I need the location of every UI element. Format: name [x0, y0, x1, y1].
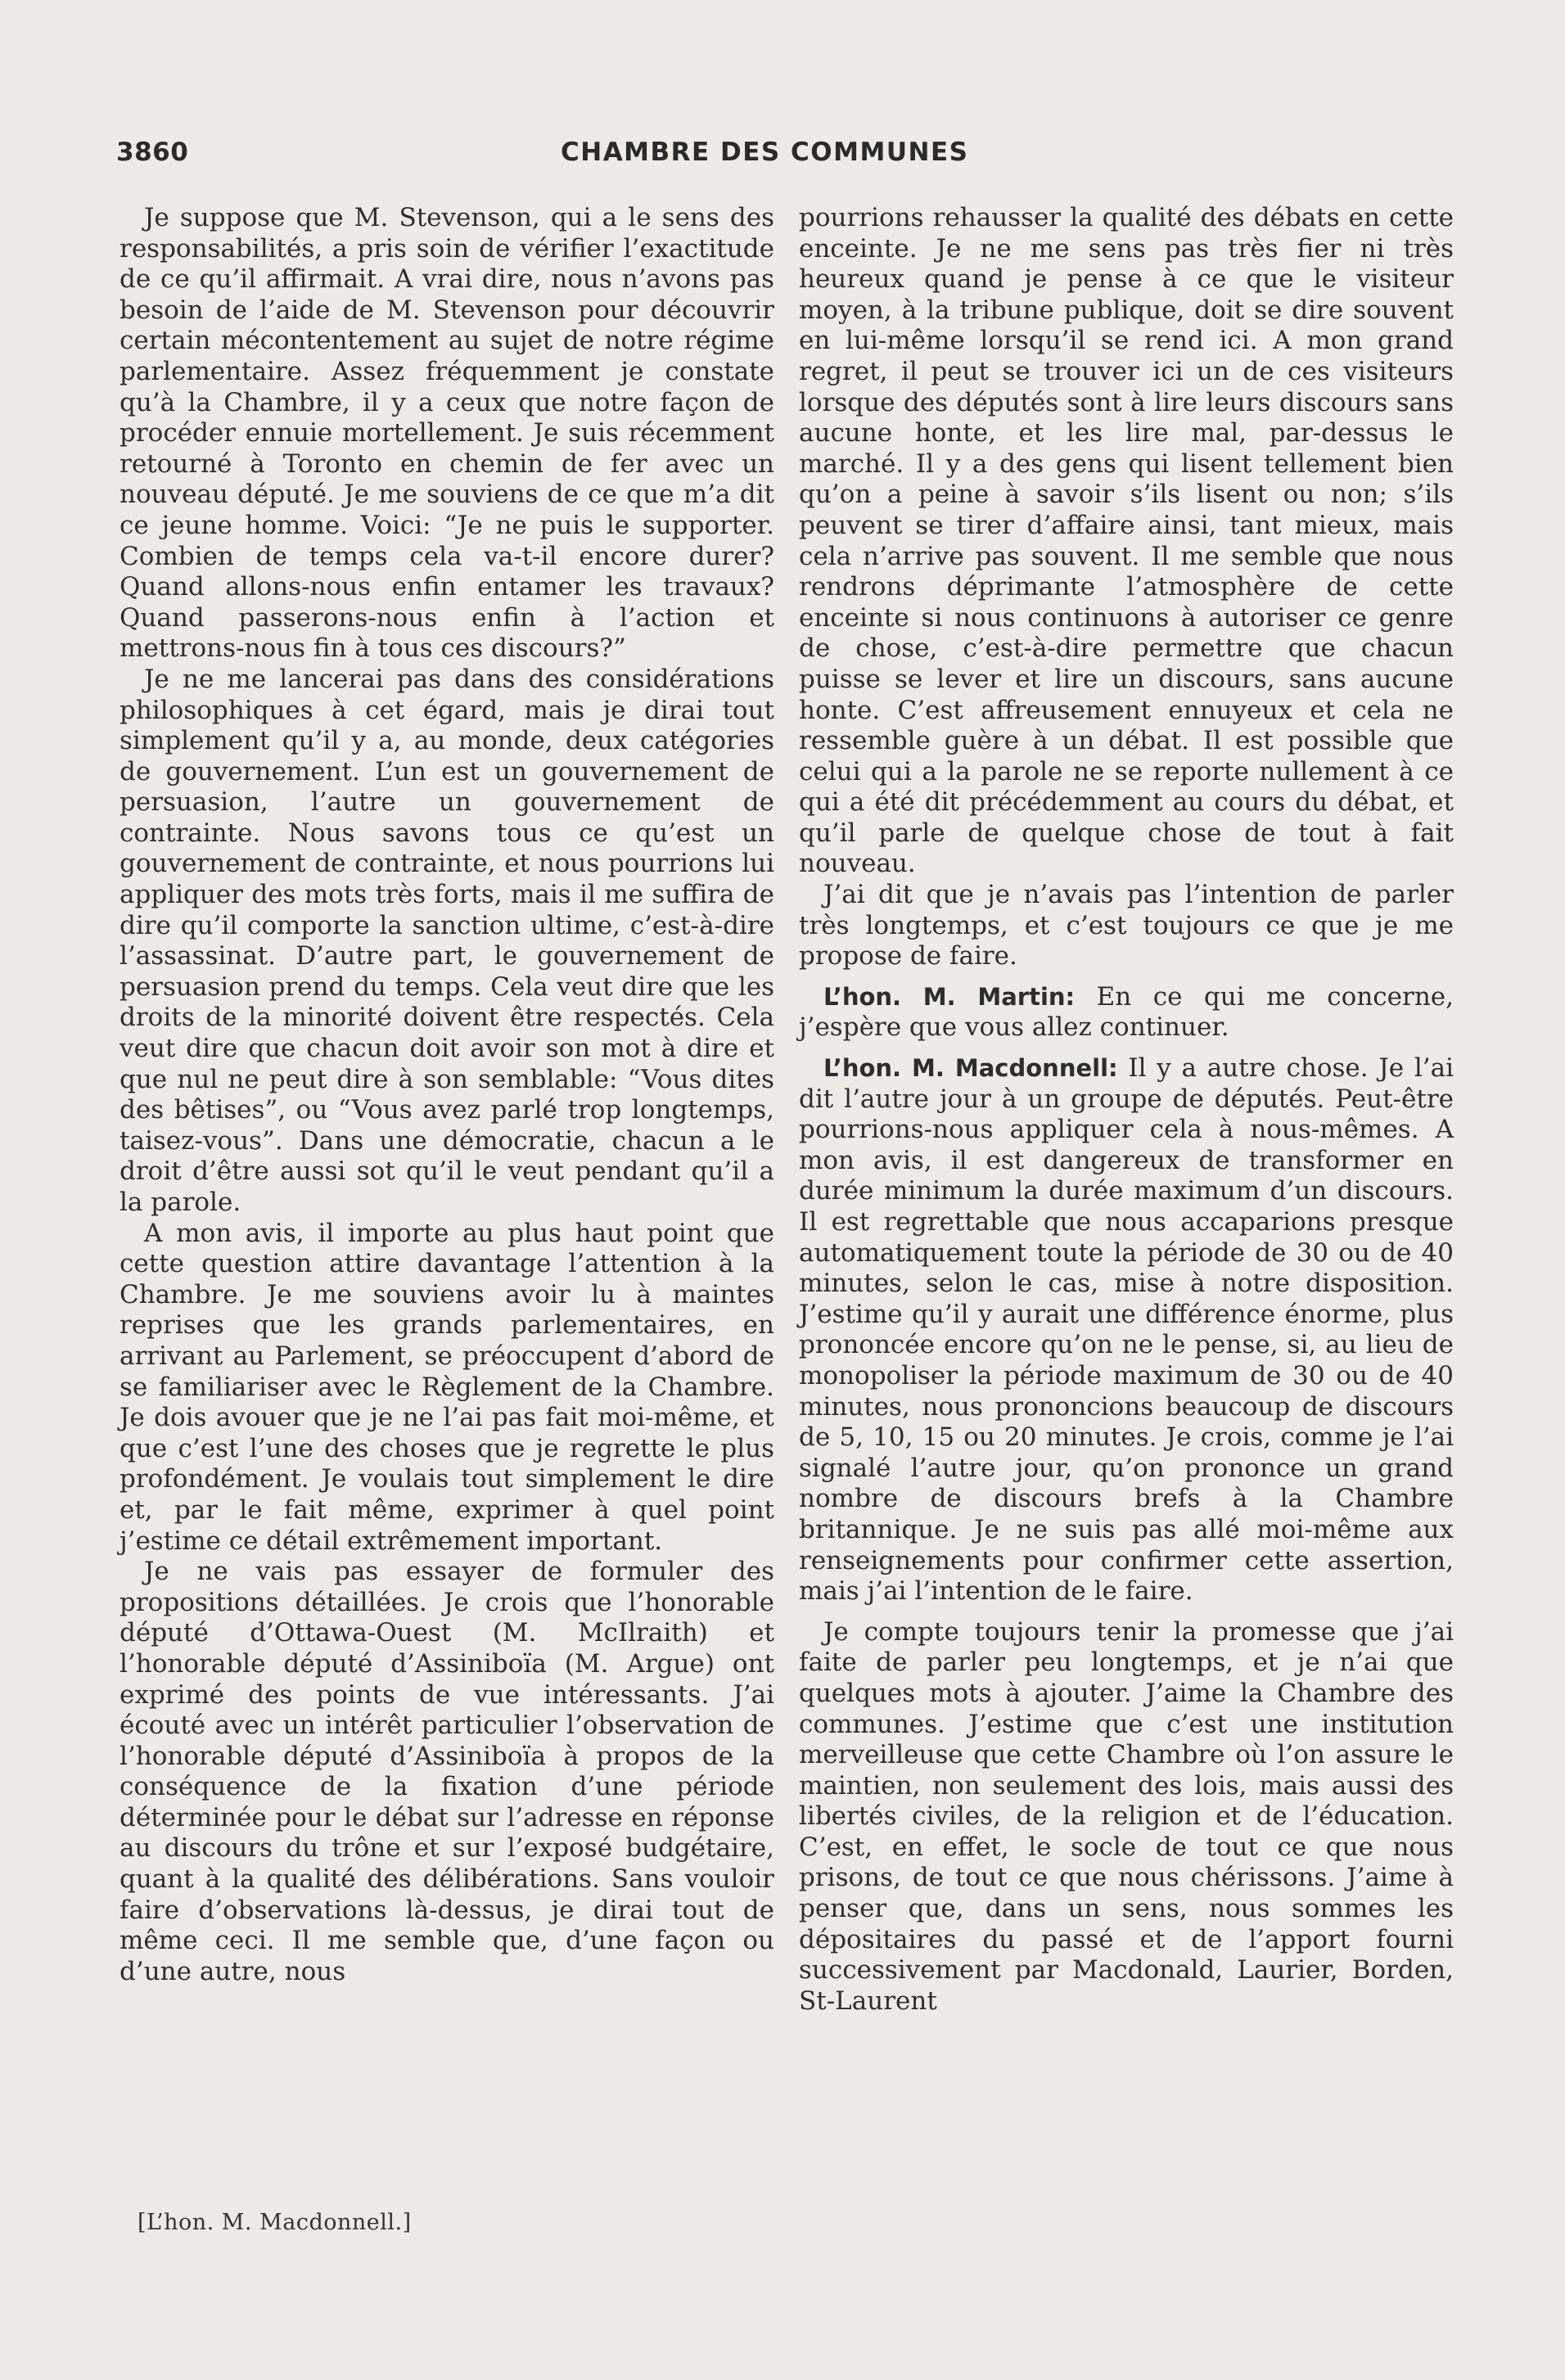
page-header	[113, 137, 1455, 174]
speech-macdonnell	[799, 1053, 1454, 1607]
paragraph: Je ne vais pas essayer de formuler des propositions détaillées. Je crois que l’honorable député d’Ottawa-Ouest (M. McIlraith) et l’honorable député d’Assiniboïa (M. Argue) ont exprimé des points de vue intéressants. J’ai écouté avec un intérêt particulier l’observation de l’honorable député d’Assiniboïa à propos de la conséquence de la fixation d’une période déterminée pour le débat sur l’adresse en réponse au discours du trône et sur l’exposé budgétaire, quant à la qualité des délibérations. Sans vouloir faire d’observations là-dessus, je dirai tout de même ceci. Il me semble que, d’une façon ou d’une autre, nous	[120, 1557, 774, 1986]
speech-martin	[799, 982, 1454, 1044]
paragraph: Je suppose que M. Stevenson, qui a le sens des responsabilités, a pris soin de vérifier l’exactitude de ce qu’il affirmait. A vrai dire, nous n’avons pas besoin de l’aide de M. Stevenson pour découvrir certain mécontentement au sujet de notre régime parlementaire. Assez fréquemment je constate qu’à la Chambre, il y a ceux que notre façon de procéder ennuie mortellement. Je suis récemment retourné à Toronto en chemin de fer avec un nouveau député. Je me souviens de ce que m’a dit ce jeune homme. Voici: “Je ne puis le supporter. Combien de temps cela va-t-il encore durer? Quand allons-nous enfin entamer les travaux? Quand passerons-nous enfin à l’action et mettrons-nous fin à tous ces discours?”	[120, 203, 774, 664]
speaker-name: L’hon. M. Macdonnell:	[823, 1054, 1118, 1083]
speech-text: Il y a autre chose. Je l’ai dit l’autre jour à un groupe de députés. Peut-être pourrions-nous appliquer cela à nous-mêmes. A mon avis, il est dangereux de transformer en durée minimum la durée maximum d’un discours. Il est regrettable que nous accaparions presque automatiquement toute la période de 30 ou de 40 minutes, selon le cas, mise à notre disposition. J’estime qu’il y aurait une différence énorme, plus prononcée encore qu’on ne le pense, si, au lieu de monopoliser la période maximum de 30 ou de 40 minutes, nous prononcions beaucoup de discours de 5, 10, 15 ou 20 minutes. Je crois, comme je l’ai signalé l’autre jour, qu’on prononce un grand nombre de discours brefs à la Chambre britannique. Je ne suis pas allé moi-même aux renseignements pour confirmer cette assertion, mais j’ai l’intention de le faire.	[799, 1053, 1454, 1607]
paragraph: J’ai dit que je n’avais pas l’intention de parler très longtemps, et c’est toujours ce que je me propose de faire.	[799, 880, 1454, 971]
speaker-footnote: [L’hon. M. Macdonnell.]	[138, 2210, 412, 2235]
paragraph: pourrions rehausser la qualité des débats en cette enceinte. Je ne me sens pas très fier ni très heureux quand je pense à ce que le visiteur moyen, à la tribune publique, doit se dire souvent en lui-même lorsqu’il se rend ici. A mon grand regret, il peut se trouver ici un de ces visiteurs lorsque des députés sont à lire leurs discours sans aucune honte, et les lire mal, par-dessus le marché. Il y a des gens qui lisent tellement bien qu’on a peine à savoir s’ils lisent ou non; s’ils peuvent se tirer d’affaire ainsi, tant mieux, mais cela n’arrive pas souvent. Il me semble que nous rendrons déprimante l’atmosphère de cette enceinte si nous continuons à autoriser ce genre de chose, c’est-à-dire permettre que chacun puisse se lever et lire un discours, sans aucune honte. C’est affreusement ennuyeux et cela ne ressemble guère à un débat. Il est possible que celui qui a la parole ne se reporte nullement à ce qui a été dit précédemment au cours du débat, et qu’il parle de quelque chose de tout à fait nouveau.	[799, 203, 1454, 879]
paragraph: A mon avis, il importe au plus haut point que cette question attire davantage l’attention à la Chambre. Je me souviens avoir lu à maintes reprises que les grands parlementaires, en arrivant au Parlement, se préoccupent d’abord de se familiariser avec le Règlement de la Chambre. Je dois avouer que je ne l’ai pas fait moi-même, et que c’est l’une des choses que je regrette le plus profondément. Je voulais tout simplement le dire et, par le fait même, exprimer à quel point j’estime ce détail extrêmement important.	[120, 1218, 774, 1556]
speaker-name: L’hon. M. Martin:	[823, 982, 1076, 1011]
paragraph: Je compte toujours tenir la promesse que j’ai faite de parler peu longtemps, et je n’ai que quelques mots à ajouter. J’aime la Chambre des communes. J’estime que c’est une institution merveilleuse que cette Chambre où l’on assure le maintien, non seulement des lois, mais aussi des libertés civiles, de la religion et de l’éducation. C’est, en effet, le socle de tout ce que nous prisons, de tout ce que nous chérissons. J’aime à penser que, dans un sens, nous sommes les dépositaires du passé et de l’apport fourni successivement par Macdonald, Laurier, Borden, St-Laurent	[799, 1616, 1454, 2016]
speech-text: En ce qui me concerne, j’espère que vous allez continuer.	[799, 981, 1454, 1043]
paragraph: Je ne me lancerai pas dans des considérations philosophiques à cet égard, mais je dirai tout simplement qu’il y a, au monde, deux catégories de gouvernement. L’un est un gouvernement de persuasion, l’autre un gouvernement de contrainte. Nous savons tous ce qu’est un gouvernement de contrainte, et nous pourrions lui appliquer des mots très forts, mais il me suffira de dire qu’il comporte la sanction ultime, c’est-à-dire l’assassinat. D’autre part, le gouvernement de persuasion prend du temps. Cela veut dire que les droits de la minorité doivent être respectés. Cela veut dire que chacun doit avoir son mot à dire et que nul ne peut dire à son semblable: “Vous dites des bêtises”, ou “Vous avez parlé trop longtemps, taisez-vous”. Dans une démocratie, chacun a le droit d’être aussi sot qu’il le veut pendant qu’il a la parole.	[120, 664, 774, 1217]
left-column	[120, 203, 774, 1987]
right-column	[799, 203, 1454, 2017]
running-title: CHAMBRE DES COMMUNES	[561, 137, 969, 167]
page-number: 3860	[116, 137, 189, 167]
